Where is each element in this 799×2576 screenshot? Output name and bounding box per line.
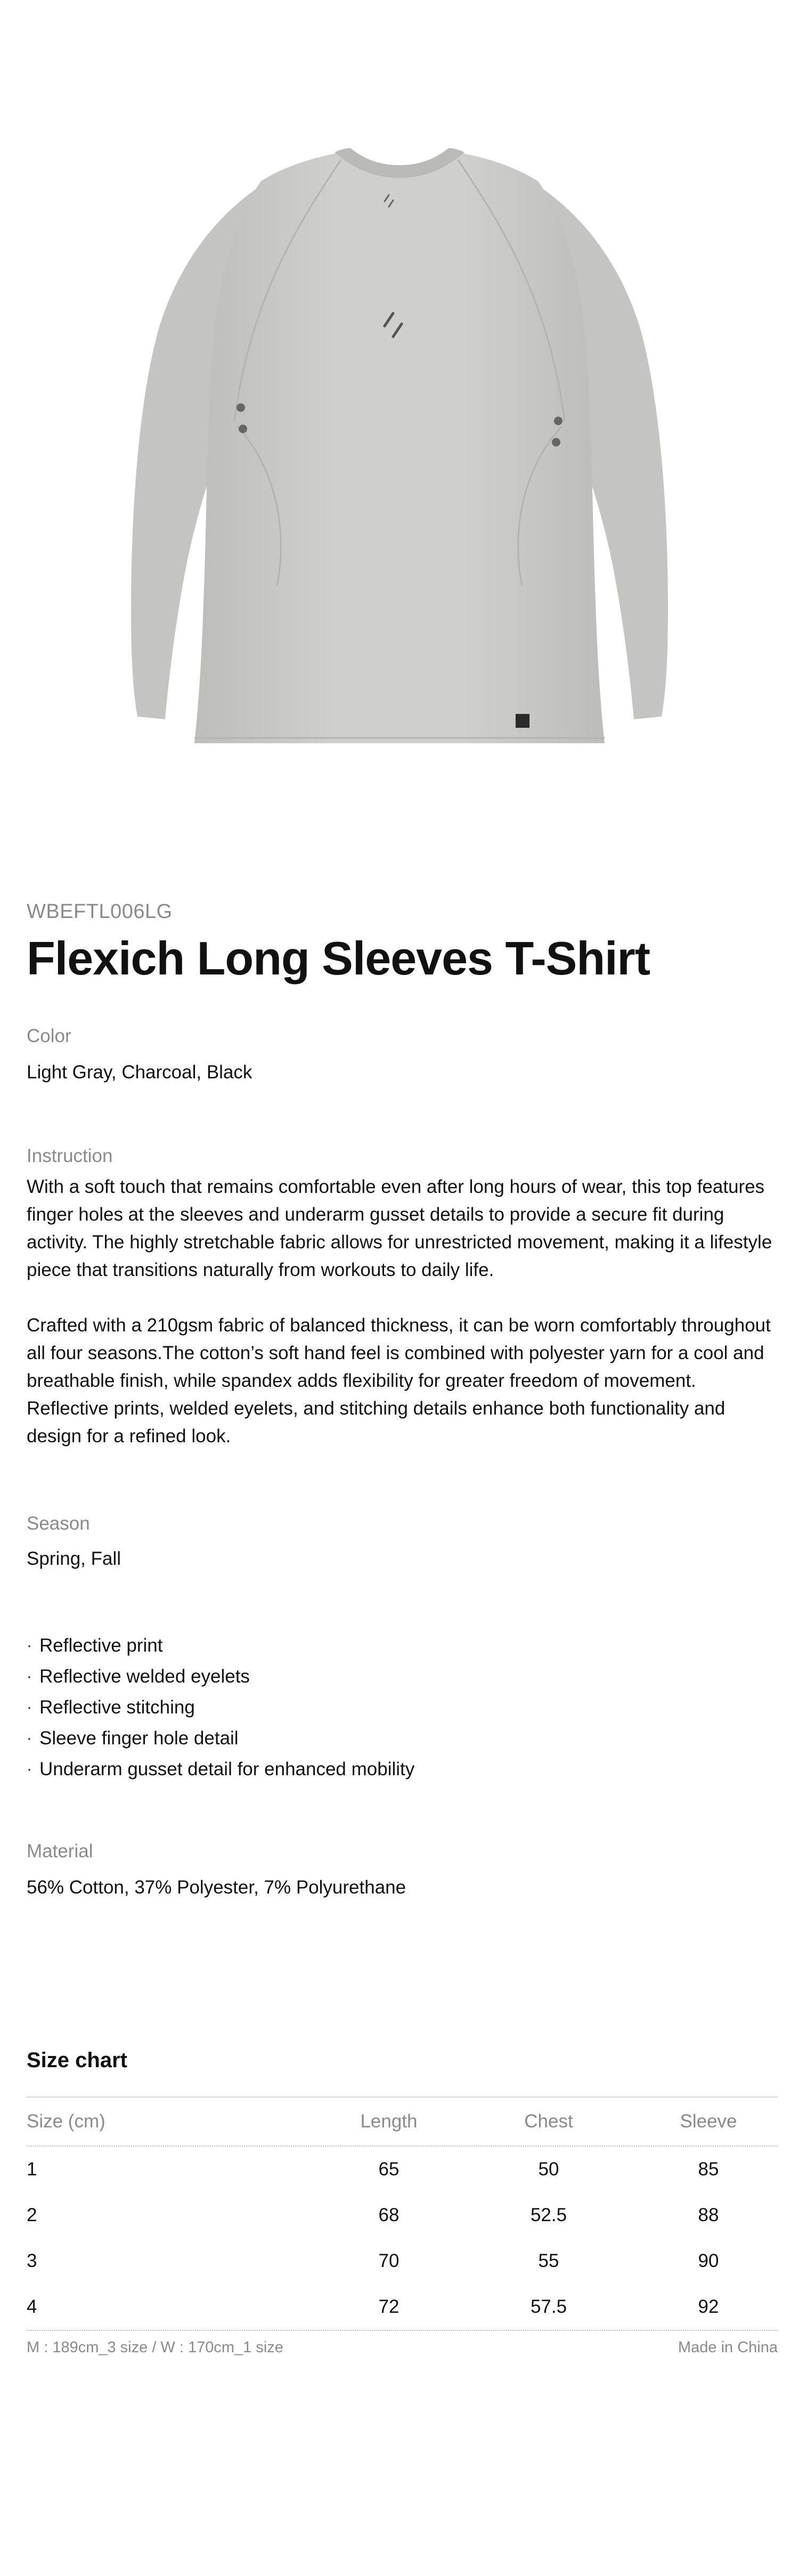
feature-text: Reflective print <box>39 1635 163 1656</box>
table-cell: 50 <box>538 2159 559 2180</box>
feature-text: Underarm gusset detail for enhanced mobility <box>39 1759 415 1779</box>
table-cell: 1 <box>27 2159 37 2180</box>
color-value: Light Gray, Charcoal, Black <box>27 1062 252 1083</box>
table-cell: 55 <box>538 2250 559 2271</box>
material-section <box>27 1841 406 1901</box>
product-sku: WBEFTL006LG <box>27 900 173 923</box>
size-chart-title: Size chart <box>27 2049 127 2072</box>
hem-tag-icon <box>516 714 529 728</box>
table-header-row <box>27 2098 778 2147</box>
table-cell: 70 <box>378 2250 399 2271</box>
list-item <box>27 1754 414 1785</box>
product-image <box>0 0 799 842</box>
table-header-cell: Length <box>360 2111 418 2132</box>
instruction-paragraph-1: With a soft touch that remains comfortable even after long hours of wear, this top features finger holes at the sleeves and underarm gusset details to provide a secure fit during activity. The highly stretchable fabric allows for unrestricted movement, making it a lifestyle piece that transitions naturally from workouts to daily life. <box>27 1176 772 1280</box>
table-header-cell: Chest <box>524 2111 573 2132</box>
table-divider <box>27 2330 778 2331</box>
list-item <box>27 1630 414 1661</box>
color-section <box>27 1026 252 1086</box>
eyelet-icon <box>237 403 245 412</box>
bullet-icon: · <box>27 1637 32 1654</box>
feature-text: Sleeve finger hole detail <box>39 1728 239 1749</box>
instruction-paragraph-2: Crafted with a 210gsm fabric of balanced thickness, it can be worn comfortably throughout all four seasons.The cotton’s soft hand feel is combined with polyester yarn for a cool and breathable finish, while spandex adds flexibility for greater freedom of movement. Reflective prints, welded eyelets, and stitching details enhance both functionality and design for a refined look. <box>27 1315 771 1447</box>
product-title: Flexich Long Sleeves T-Shirt <box>27 932 650 985</box>
table-cell: 3 <box>27 2250 37 2271</box>
size-footnote: M : 189cm_3 size / W : 170cm_1 size <box>27 2339 283 2356</box>
table-cell: 92 <box>698 2296 719 2317</box>
material-label: Material <box>27 1841 93 1862</box>
table-cell: 57.5 <box>530 2296 567 2317</box>
season-value: Spring, Fall <box>27 1548 121 1569</box>
color-label: Color <box>27 1026 71 1046</box>
table-cell: 85 <box>698 2159 719 2180</box>
table-cell: 72 <box>378 2296 399 2317</box>
list-item <box>27 1692 414 1723</box>
table-cell: 88 <box>698 2205 719 2225</box>
feature-text: Reflective stitching <box>39 1697 195 1718</box>
made-in-label: Made in China <box>678 2339 778 2356</box>
eyelet-icon <box>239 425 247 433</box>
table-cell: 68 <box>378 2205 399 2225</box>
table-row <box>27 2238 778 2284</box>
season-label: Season <box>27 1513 90 1534</box>
table-cell: 65 <box>378 2159 399 2180</box>
bullet-icon: · <box>27 1729 32 1747</box>
bullet-icon: · <box>27 1760 32 1778</box>
instruction-section <box>27 1145 778 1450</box>
feature-text: Reflective welded eyelets <box>39 1666 250 1687</box>
table-header-cell: Sleeve <box>680 2111 737 2132</box>
eyelet-icon <box>552 438 560 446</box>
shirt-body <box>194 153 605 743</box>
table-row <box>27 2284 778 2330</box>
list-item <box>27 1661 414 1692</box>
instruction-label: Instruction <box>27 1145 113 1166</box>
table-cell: 52.5 <box>530 2205 567 2225</box>
bullet-icon: · <box>27 1668 32 1685</box>
table-cell: 4 <box>27 2296 37 2317</box>
size-chart-table <box>27 2096 778 2331</box>
bullet-icon: · <box>27 1699 32 1716</box>
table-row <box>27 2147 778 2192</box>
season-section <box>27 1513 121 1573</box>
feature-list <box>27 1630 414 1785</box>
material-value: 56% Cotton, 37% Polyester, 7% Polyurethane <box>27 1877 406 1898</box>
table-cell: 90 <box>698 2250 719 2271</box>
eyelet-icon <box>554 417 562 425</box>
table-cell: 2 <box>27 2205 37 2225</box>
table-header-cell: Size (cm) <box>27 2111 105 2132</box>
table-row <box>27 2192 778 2238</box>
list-item <box>27 1723 414 1754</box>
